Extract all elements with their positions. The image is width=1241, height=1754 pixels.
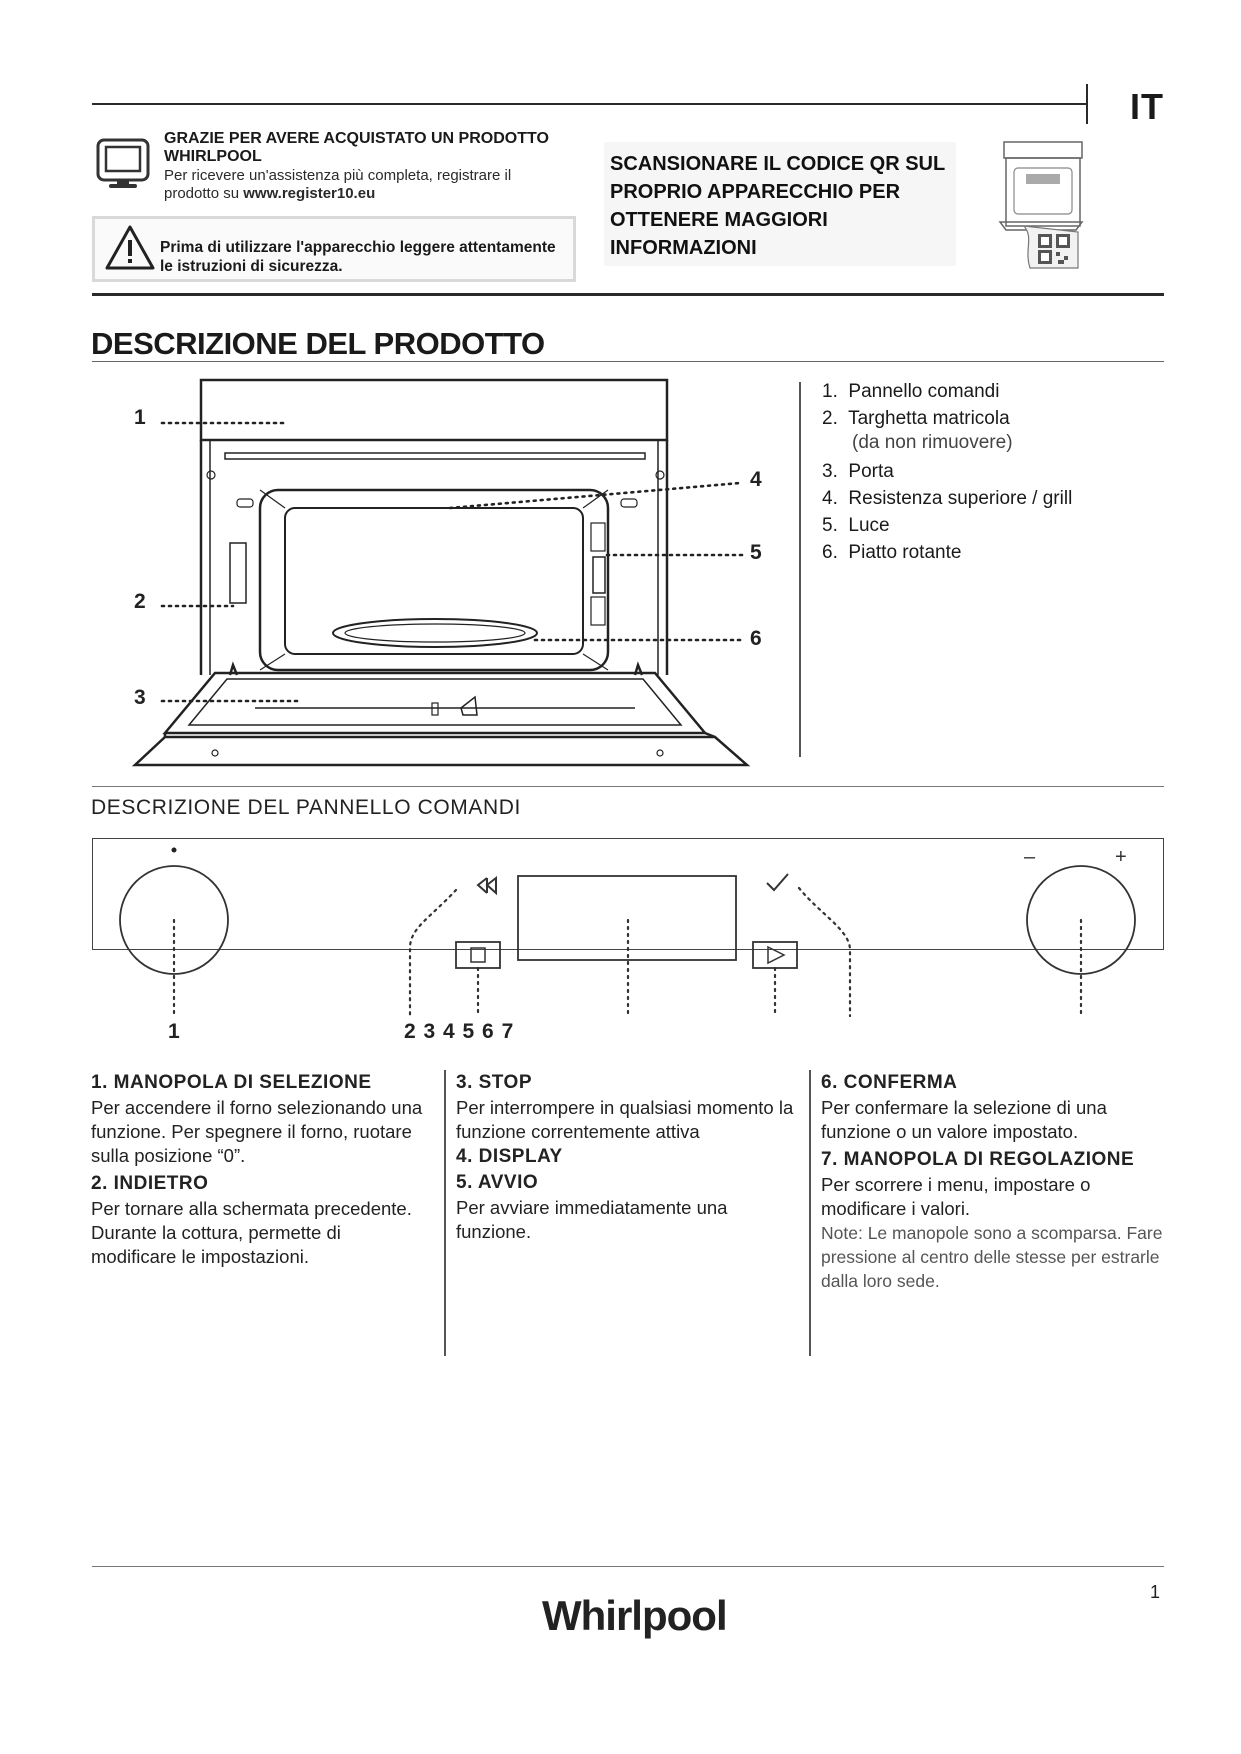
- confirm-title: 6. CONFERMA: [821, 1072, 958, 1093]
- product-description-title: DESCRIZIONE DEL PRODOTTO: [91, 326, 545, 361]
- warning-triangle-icon: [104, 224, 156, 272]
- qr-info-text: SCANSIONARE IL CODICE QR SUL PROPRIO APPARECCHIO PER OTTENERE MAGGIORI INFORMAZIONI: [610, 153, 945, 259]
- product-title-underline: [92, 361, 1164, 362]
- stop-text: Per interrompere in qualsiasi momento la funzione correntemente attiva: [456, 1097, 794, 1142]
- legend-item-note: (da non rimuovere): [852, 432, 1013, 453]
- panel-label-1: 1: [168, 1020, 180, 1043]
- callout-1: 1: [134, 406, 146, 429]
- callout-2: 2: [134, 590, 146, 613]
- panel-label-group: 2 3 4 5 6 7: [404, 1020, 515, 1043]
- register-link[interactable]: www.register10.eu: [243, 185, 376, 202]
- control-panel-drawing: [92, 838, 1164, 1028]
- control-panel-title: DESCRIZIONE DEL PANNELLO COMANDI: [91, 796, 521, 819]
- legend-item: 3. Porta: [822, 461, 894, 482]
- description-column-1: [91, 1070, 431, 1269]
- header-rule-tick: [1086, 84, 1088, 124]
- stop-title: 3. STOP: [456, 1072, 533, 1093]
- column-divider-2: [809, 1070, 811, 1356]
- minus-sign: –: [1024, 846, 1036, 868]
- legend-item: 1. Pannello comandi: [822, 381, 1000, 402]
- legend-item: 5. Luce: [822, 515, 890, 536]
- start-text: Per avviare immediatamente una funzione.: [456, 1197, 728, 1242]
- adjust-knob-text: Per scorrere i menu, impostare o modificare i valori.: [821, 1174, 1091, 1219]
- whirlpool-logo: Whirlpool: [542, 1592, 727, 1639]
- knob-note: Note: Le manopole sono a scomparsa. Fare pressione al centro delle stesse per estrarle dalla loro sede.: [821, 1223, 1163, 1291]
- back-text: Per tornare alla schermata precedente.: [91, 1198, 412, 1219]
- language-code: IT: [1130, 86, 1164, 127]
- start-title: 5. AVVIO: [456, 1172, 539, 1193]
- back-text-2: Durante la cottura, permette di modificare le impostazioni.: [91, 1222, 341, 1267]
- legend-divider: [799, 382, 801, 757]
- column-divider-1: [444, 1070, 446, 1356]
- footer-rule: [92, 1566, 1164, 1567]
- register-title: GRAZIE PER AVERE ACQUISTATO UN PRODOTTO WHIRLPOOL: [164, 130, 549, 165]
- legend-item: 6. Piatto rotante: [822, 542, 962, 563]
- legend-item: 4. Resistenza superiore / grill: [822, 488, 1073, 509]
- callout-6: 6: [750, 627, 762, 650]
- callout-3: 3: [134, 686, 146, 709]
- oven-diagram: [115, 375, 765, 770]
- confirm-text: Per confermare la selezione di una funzione o un valore impostato.: [821, 1097, 1107, 1142]
- register-text-body: Per ricevere un'assistenza più completa, registrare il prodotto su: [164, 167, 512, 202]
- callout-5: 5: [750, 541, 762, 564]
- description-column-3: [821, 1070, 1166, 1293]
- selector-knob-text: Per accendere il forno selezionando una funzione. Per spegnere il forno, ruotare sulla posizione “0”.: [91, 1097, 423, 1166]
- legend-item: 2. Targhetta matricola (da non rimuovere): [822, 405, 1162, 454]
- header-rule: [92, 103, 1088, 105]
- product-legend: [822, 378, 1162, 566]
- page-number: 1: [1150, 1582, 1161, 1602]
- back-title: 2. INDIETRO: [91, 1173, 209, 1194]
- register-text: [164, 167, 554, 203]
- plus-sign: +: [1115, 846, 1127, 868]
- selector-knob-title: 1. MANOPOLA DI SELEZIONE: [91, 1072, 372, 1093]
- panel-section-rule: [92, 786, 1164, 787]
- adjust-knob-title: 7. MANOPOLA DI REGOLAZIONE: [821, 1149, 1135, 1170]
- header-bottom-rule: [92, 293, 1164, 296]
- callout-4: 4: [750, 468, 762, 491]
- safety-warning-text: Prima di utilizzare l'apparecchio leggere attentamente le istruzioni di sicurezza.: [160, 239, 556, 275]
- description-column-2: [456, 1070, 796, 1244]
- appliance-qr-illustration: [994, 138, 1084, 272]
- display-title: 4. DISPLAY: [456, 1146, 563, 1167]
- monitor-icon: [96, 138, 150, 190]
